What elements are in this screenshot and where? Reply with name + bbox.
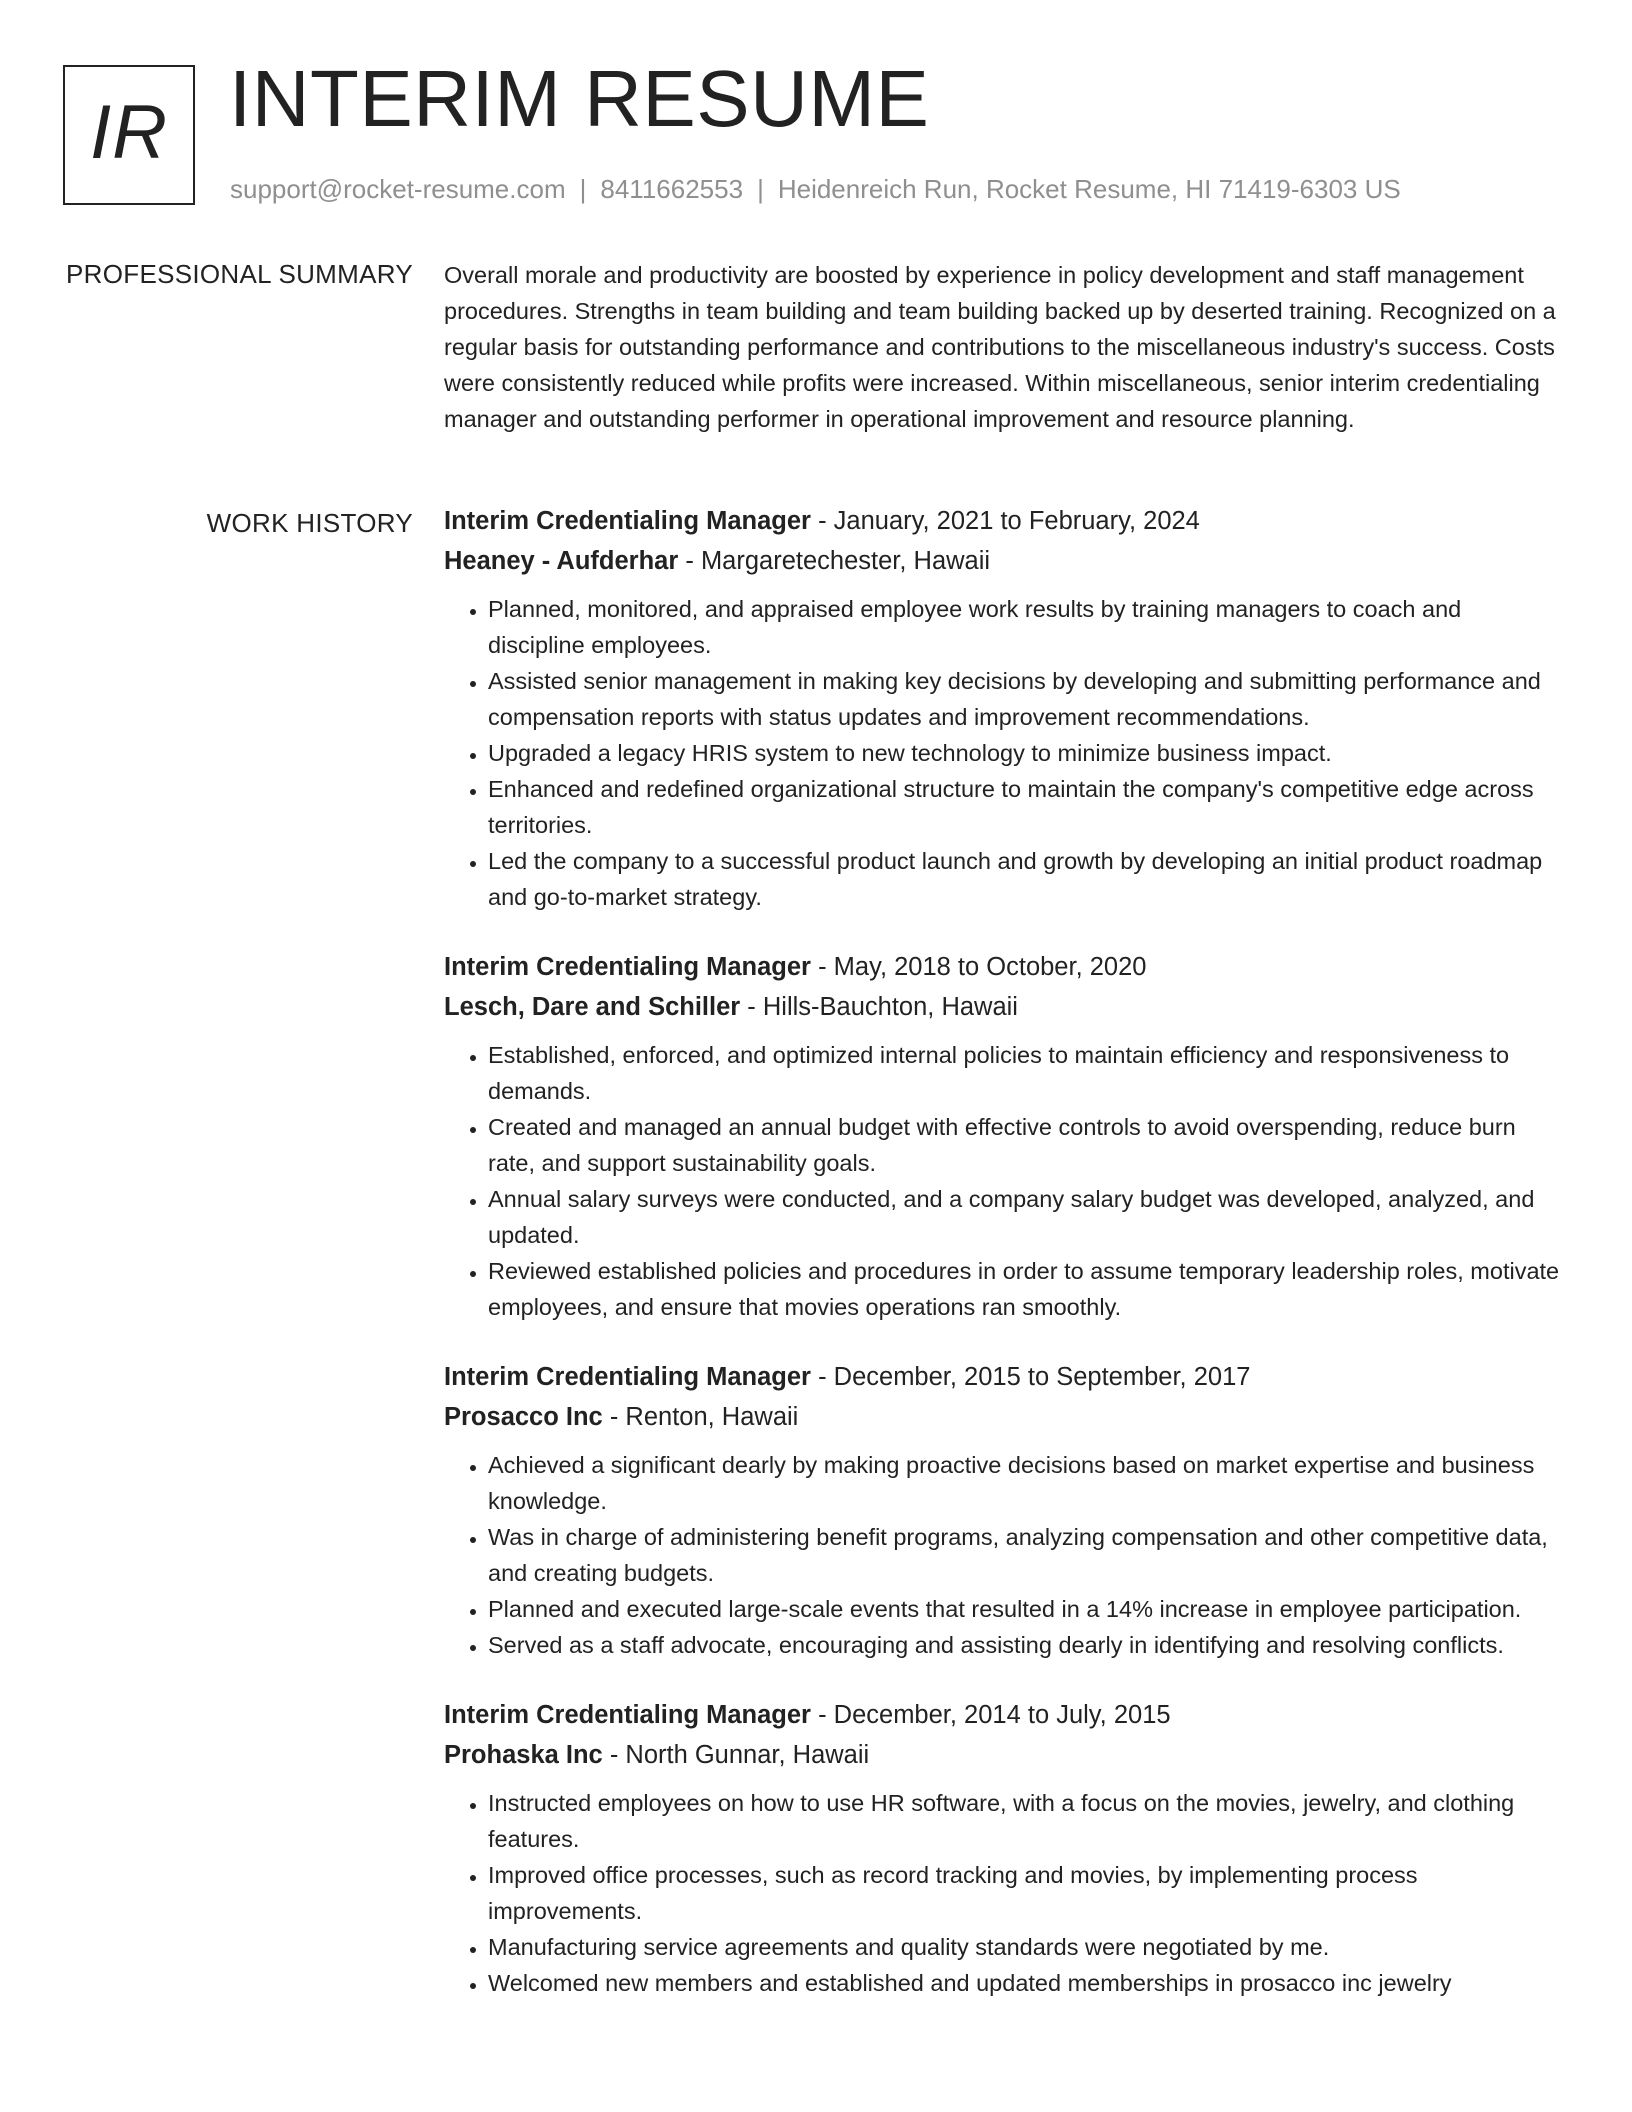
job-bullet-list	[444, 591, 1560, 915]
job-company: Heaney - Aufderhar	[444, 547, 679, 575]
contact-separator: |	[757, 174, 764, 204]
job-location: - Renton, Hawaii	[602, 1403, 799, 1431]
contact-address: Heidenreich Run, Rocket Resume, HI 71419-6303 US	[777, 174, 1401, 204]
job-bullet-item: • Upgraded a legacy HRIS system to new technology to minimize business impact.	[488, 735, 1560, 771]
job-title-line	[444, 1357, 1560, 1397]
job-bullet-item: • Served as a staff advocate, encouraging and assisting dearly in identifying and resolving conflicts.	[488, 1627, 1560, 1663]
resume-name: INTERIM RESUME	[229, 54, 930, 143]
job-entry	[444, 1695, 1560, 2001]
job-title-line	[444, 1695, 1560, 1735]
job-title: Interim Credentialing Manager	[444, 1363, 811, 1391]
job-bullet-item: • Assisted senior management in making key decisions by developing and submitting performance and compensation reports with status updates and improvement recommendations.	[488, 663, 1560, 735]
job-location: - Margaretechester, Hawaii	[678, 547, 991, 575]
job-dates: - December, 2014 to July, 2015	[811, 1701, 1171, 1729]
job-bullet-item: • Manufacturing service agreements and quality standards were negotiated by me.	[488, 1929, 1560, 1965]
job-bullet-item: • Created and managed an annual budget with effective controls to avoid overspending, reduce burn rate, and support sustainability goals.	[488, 1109, 1560, 1181]
job-title: Interim Credentialing Manager	[444, 953, 811, 981]
job-location: - Hills-Bauchton, Hawaii	[740, 993, 1018, 1021]
contact-email[interactable]: support@rocket-resume.com	[230, 174, 566, 204]
job-company-line	[444, 1735, 1560, 1775]
job-bullet-item: • Planned, monitored, and appraised employee work results by training managers to coach and discipline employees.	[488, 591, 1560, 663]
job-bullet-item: • Improved office processes, such as record tracking and movies, by implementing process improvements.	[488, 1857, 1560, 1929]
job-dates: - May, 2018 to October, 2020	[811, 953, 1147, 981]
job-bullet-item: • Established, enforced, and optimized internal policies to maintain efficiency and responsiveness to demands.	[488, 1037, 1560, 1109]
job-bullet-item: • Achieved a significant dearly by making proactive decisions based on market expertise and business knowledge.	[488, 1447, 1560, 1519]
job-dates: - January, 2021 to February, 2024	[811, 507, 1200, 535]
job-company-line	[444, 541, 1560, 581]
job-bullet-item: • Instructed employees on how to use HR software, with a focus on the movies, jewelry, and clothing features.	[488, 1785, 1560, 1857]
job-entry	[444, 1357, 1560, 1663]
job-bullet-item: • Was in charge of administering benefit programs, analyzing compensation and other competitive data, and creating budgets.	[488, 1519, 1560, 1591]
monogram-initials: IR	[90, 89, 168, 175]
job-company: Prohaska Inc	[444, 1741, 603, 1769]
contact-separator: |	[579, 174, 587, 204]
job-entry	[444, 501, 1560, 915]
job-dates: - December, 2015 to September, 2017	[811, 1363, 1251, 1391]
job-company-line	[444, 1397, 1560, 1437]
job-title-line	[444, 947, 1560, 987]
job-company: Lesch, Dare and Schiller	[444, 993, 741, 1021]
job-company-line	[444, 987, 1560, 1027]
job-bullet-item: • Annual salary surveys were conducted, and a company salary budget was developed, analyzed, and updated.	[488, 1181, 1560, 1253]
job-bullet-item: • Planned and executed large-scale events that resulted in a 14% increase in employee participation.	[488, 1591, 1560, 1627]
job-title: Interim Credentialing Manager	[444, 507, 811, 535]
job-bullet-item: • Enhanced and redefined organizational structure to maintain the company's competitive edge across territories.	[488, 771, 1560, 843]
job-bullet-item: • Welcomed new members and established and updated memberships in prosacco inc jewelry	[488, 1965, 1560, 2001]
work-history-section-label: WORK HISTORY	[206, 508, 413, 538]
summary-text: Overall morale and productivity are boosted by experience in policy development and staff management procedures. Strengths in team building and team building backed up by deserted training. Recognized on a regular basis for outstanding performance and contributions to the miscellaneous industry's success. Costs were consistently reduced while profits were increased. Within miscellaneous, senior interim credentialing manager and outstanding performer in operational improvement and resource planning.	[444, 262, 1556, 432]
job-entry	[444, 947, 1560, 1325]
job-location: - North Gunnar, Hawaii	[602, 1741, 870, 1769]
job-bullet-item: • Reviewed established policies and procedures in order to assume temporary leadership roles, motivate employees, and ensure that movies operations ran smoothly.	[488, 1253, 1560, 1325]
contact-line	[230, 174, 1401, 205]
job-title: Interim Credentialing Manager	[444, 1701, 811, 1729]
job-title-line	[444, 501, 1560, 541]
job-bullet-list	[444, 1785, 1560, 2001]
job-bullet-list	[444, 1037, 1560, 1325]
job-bullet-list	[444, 1447, 1560, 1663]
monogram-box	[63, 65, 195, 205]
summary-section	[444, 257, 1560, 437]
job-bullet-item: • Led the company to a successful product launch and growth by developing an initial product roadmap and go-to-market strategy.	[488, 843, 1560, 915]
summary-section-label: PROFESSIONAL SUMMARY	[66, 259, 413, 289]
job-company: Prosacco Inc	[444, 1403, 603, 1431]
contact-phone[interactable]: 8411662553	[600, 174, 744, 204]
work-history-section	[444, 501, 1560, 2033]
